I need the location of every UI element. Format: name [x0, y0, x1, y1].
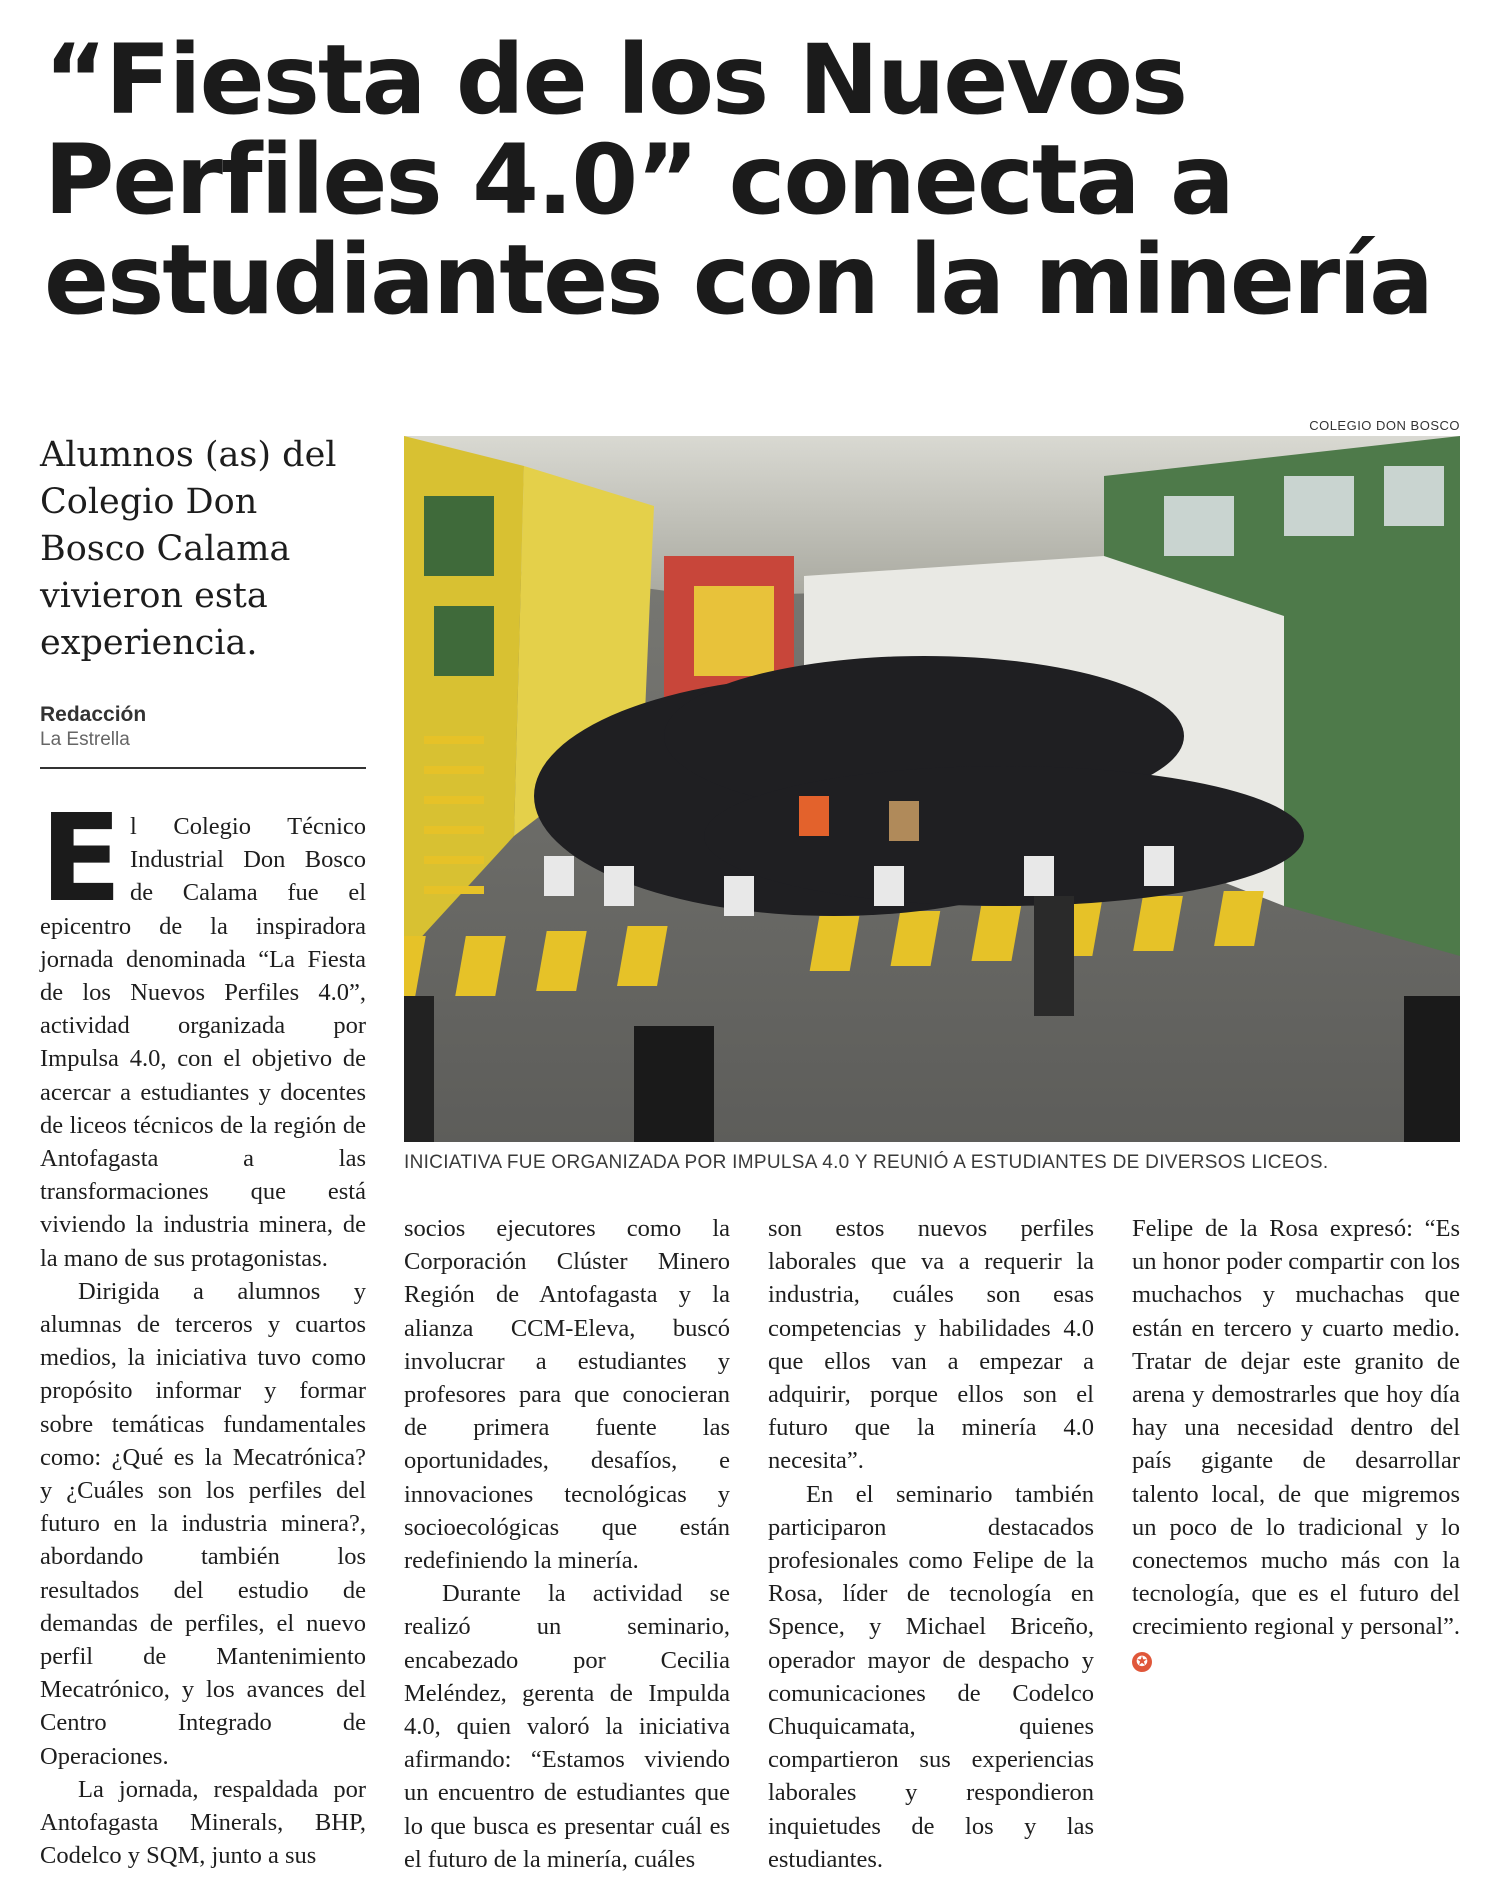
article-deck: Alumnos (as) del Colegio Don Bosco Calama vivieron esta experiencia.: [40, 435, 337, 663]
headline-line-1: “Fiesta de los Nuevos: [44, 24, 1187, 136]
photo-illustration: [404, 436, 1460, 1142]
drop-cap: E: [40, 790, 122, 929]
headline: [44, 24, 1444, 336]
byline-author: Redacción: [40, 703, 147, 726]
article-paragraph: En el seminario también participaron destacados profesionales como Felipe de la Rosa, líder de tecnología en Spence, y Michael Briceño, operador mayor de despacho y comunicaciones de Codelco Chuquicamata, quienes compartieron sus experiencias laborales y respondieron inquietudes de los y las estudiantes.: [768, 1480, 1094, 1873]
article-paragraph: socios ejecutores como la Corporación Clúster Minero Región de Antofagasta y la alianza CCM-Eleva, buscó involucrar a estudiantes y profesores para que conocieran de primera fuente las oportunidades, desafíos, e innovaciones tecnológicas y socioecológicas que están redefiniendo la minería.: [404, 1215, 730, 1575]
article-column-2: [404, 1212, 730, 1892]
article-paragraph: El Colegio Técnico Industrial Don Bosco de Calama fue el epicentro de la inspiradora jornada denominada “La Fiesta de los Nuevos Perfiles 4.0”, actividad organizada por Impulsa 4.0, con el objetivo de acercar a estudiantes y docentes de liceos técnicos de la región de Antofagasta a las transformaciones que está viviendo la industria minera, de la mano de sus protagonistas.: [40, 790, 366, 1272]
photo-caption: INICIATIVA FUE ORGANIZADA POR IMPULSA 4.0 Y REUNIÓ A ESTUDIANTES DE DIVERSOS LICEOS.: [404, 1152, 1329, 1173]
byline-divider: [40, 767, 366, 769]
headline-line-2: Perfiles 4.0” conecta a: [44, 124, 1233, 236]
article-paragraph: Durante la actividad se realizó un seminario, encabezado por Cecilia Meléndez, gerenta de Impulda 4.0, quien valoró la iniciativa afirmando: “Estamos viviendo un encuentro de estudiantes que lo que busca es presentar cuál es el futuro de la minería, cuáles: [404, 1580, 730, 1873]
star-bullet-icon: ✪: [1132, 1652, 1152, 1672]
article-paragraph: Dirigida a alumnos y alumnas de terceros y cuartos medios, la iniciativa tuvo como propósito informar y formar sobre temáticas fundamentales como: ¿Qué es la Mecatrónica? y ¿Cuáles son los perfiles del futuro en la industria minera?, abordando también los resultados del estudio de demandas de perfiles, el nuevo perfil de Mantenimiento Mecatrónico, y los avances del Centro Integrado de Operaciones.: [40, 1277, 366, 1770]
photo-credit: COLEGIO DON BOSCO: [1309, 418, 1460, 433]
news-photo: [404, 436, 1460, 1142]
article-paragraph: Felipe de la Rosa expresó: “Es un honor poder compartir con los muchachos y muchachas que están en tercero y cuarto medio. Tratar de dejar este granito de arena y demostrarles que hoy día hay una necesidad dentro del país gigante de desarrollar talento local, de que migremos un poco de lo tradicional y lo conectemos mucho más con la tecnología, que es el futuro del crecimiento regional y personal”. ✪: [1132, 1215, 1460, 1671]
byline-source: La Estrella: [40, 729, 130, 750]
byline: [40, 702, 370, 752]
article-column-1: [40, 790, 366, 1892]
article-column-4: [1132, 1212, 1460, 1892]
article-column-3: [768, 1212, 1094, 1892]
article-paragraph: son estos nuevos perfiles laborales que va a requerir la industria, cuáles son esas competencias y habilidades 4.0 que ellos van a empezar a adquirir, porque ellos son el futuro que la minería 4.0 necesita”.: [768, 1215, 1094, 1475]
article-paragraph: La jornada, respaldada por Antofagasta Minerals, BHP, Codelco y SQM, junto a sus: [40, 1775, 366, 1870]
headline-line-3: estudiantes con la minería: [44, 224, 1432, 336]
